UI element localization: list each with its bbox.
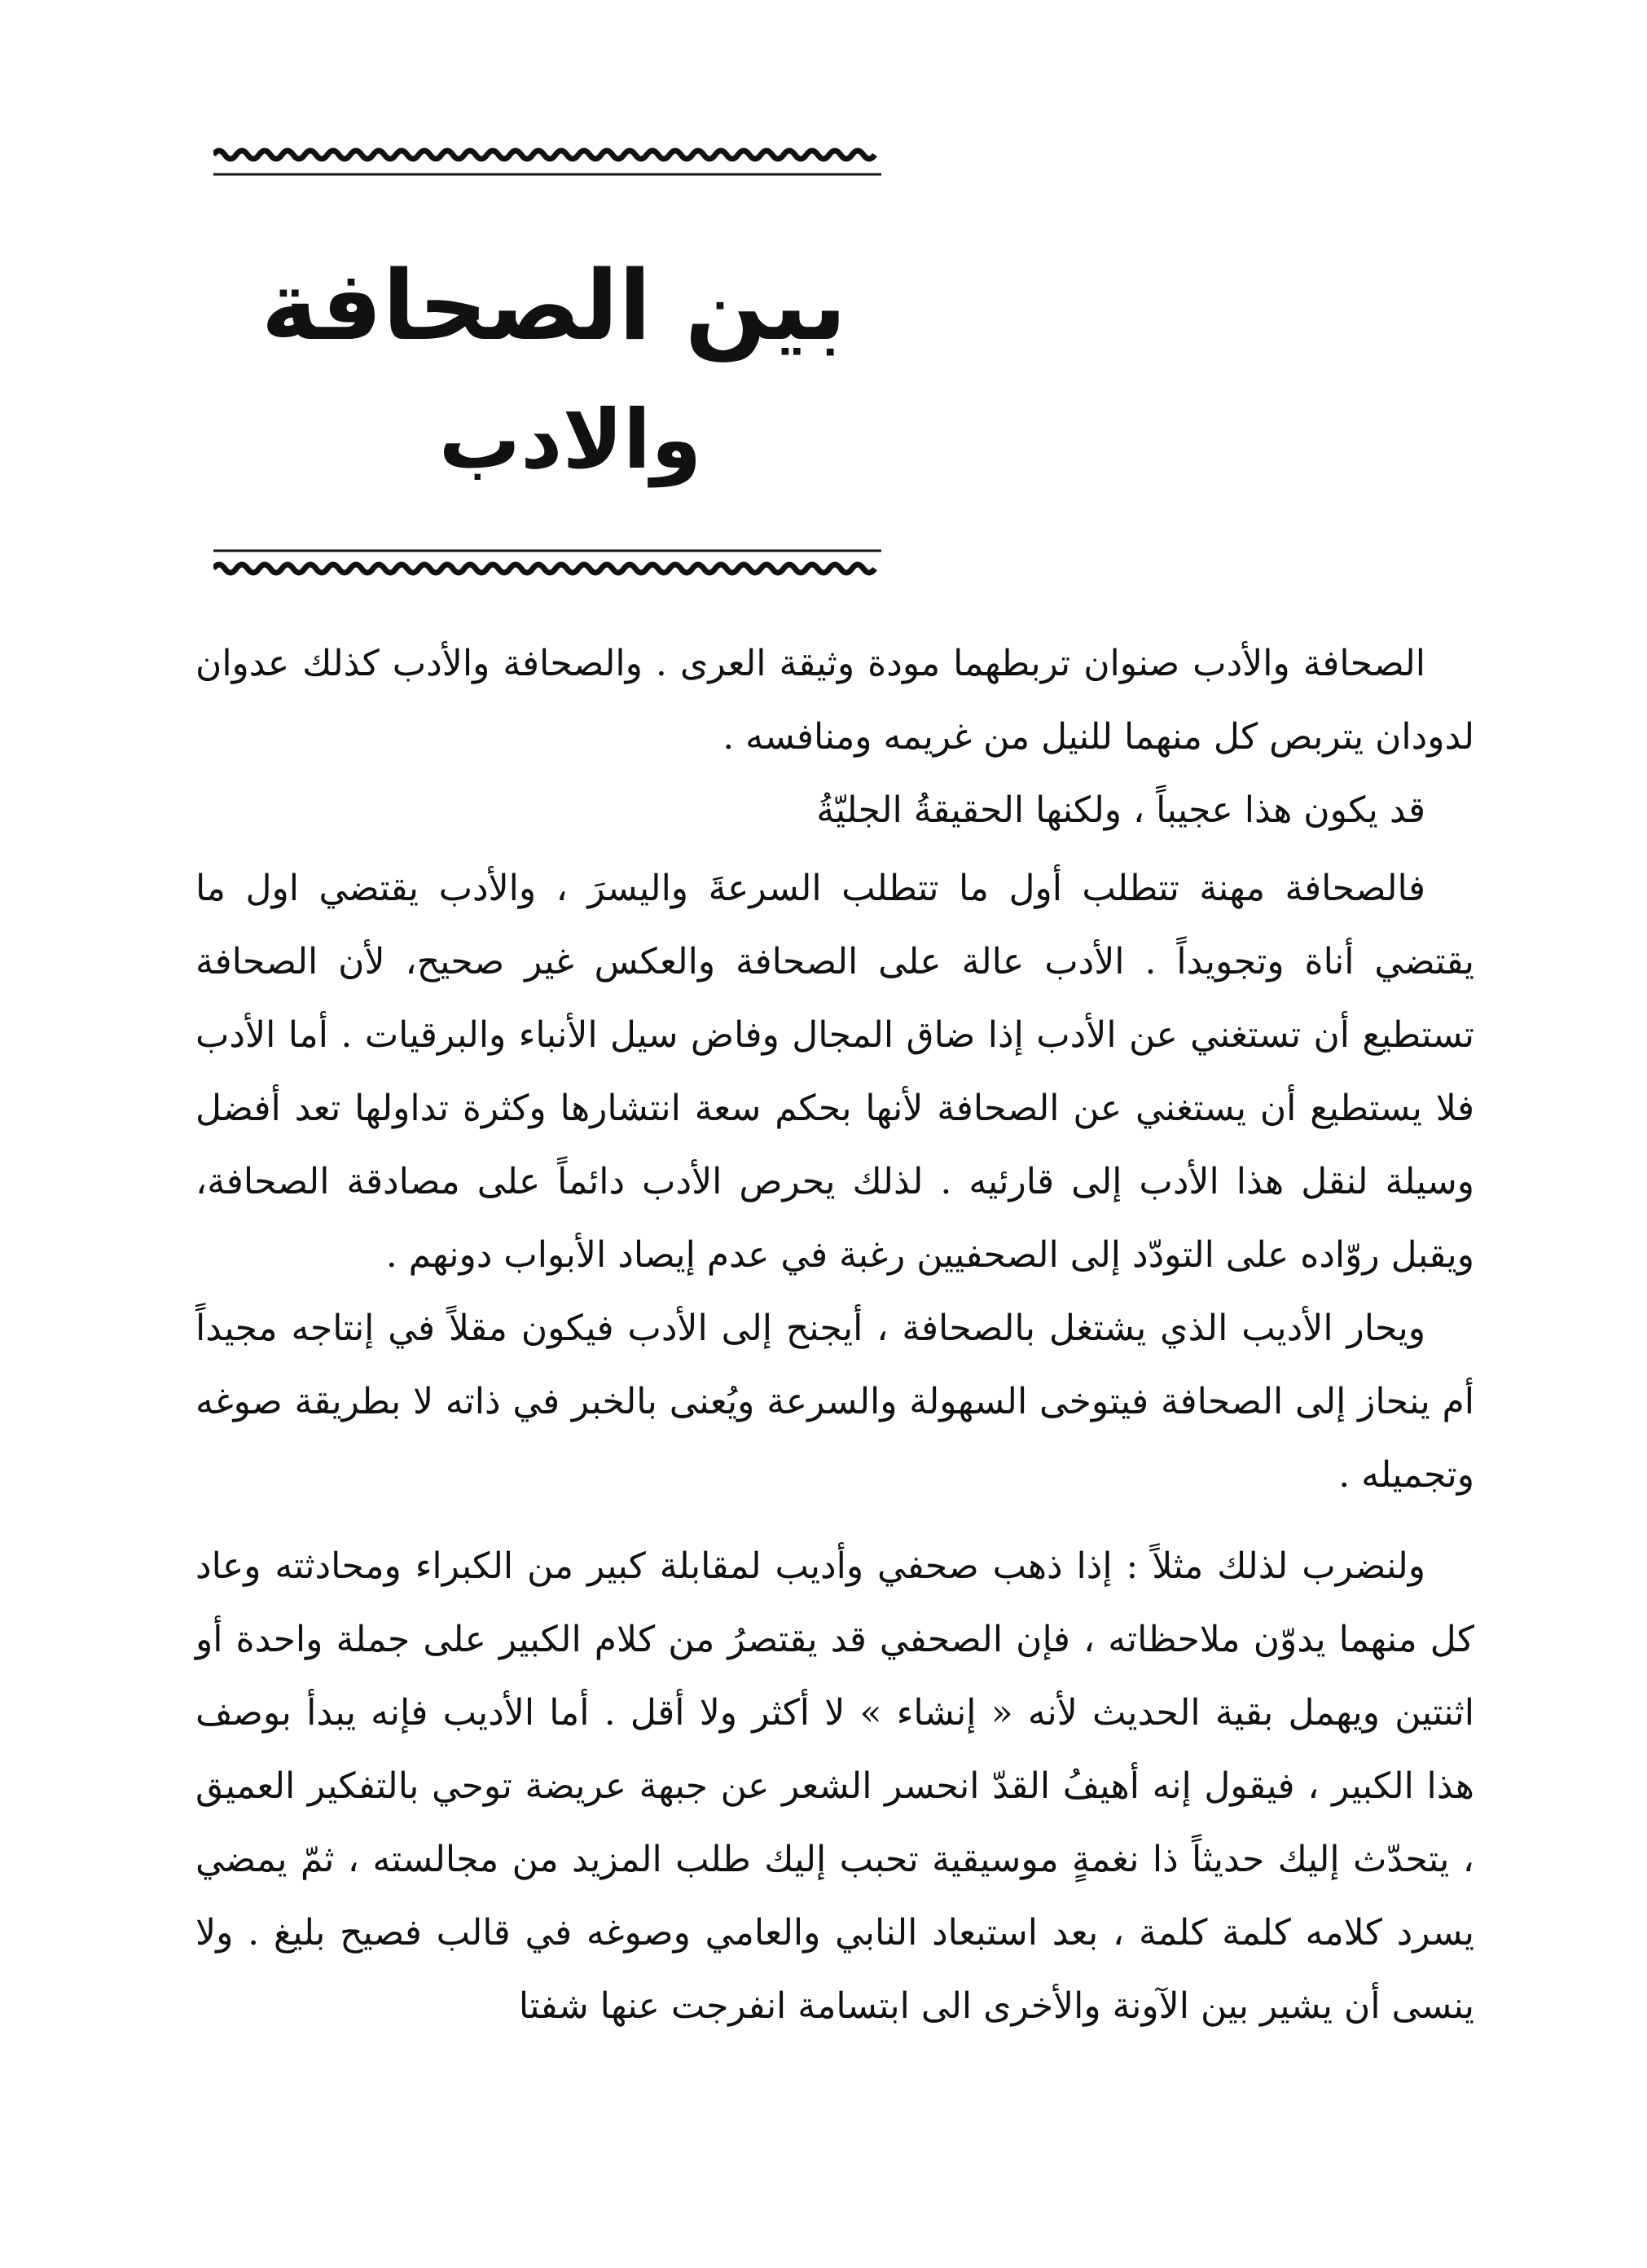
- paragraph-3: فالصحافة مهنة تتطلب أول ما تتطلب السرعةَ واليسرَ ، والأدب يقتضي اول ما يقتضي أناة وتجويداً . الأدب عالة على الصحافة والعكس غير صحيح، لأن الصحافة تستطيع أن تستغني عن الأدب إذا ضاق المجال وفاض سيل الأنباء والبرقيات . أما الأدب فلا يستطيع أن يستغني عن الصحافة لأنها بحكم سعة انتشارها وكثرة تداولها تعد أفضل وسيلة لنقل هذا الأدب إلى قارئيه . لذلك يحرص الأدب دائماً على مصادقة الصحافة، ويقبل روّاده على التودّد إلى الصحفيين رغبة في عدم إيصاد الأبواب دونهم .: [195, 868, 1474, 1276]
- paragraph-4: ويحار الأديب الذي يشتغل بالصحافة ، أيجنح إلى الأدب فيكون مقلاً في إنتاجه مجيداً أم ينحاز إلى الصحافة فيتوخى السهولة والسرعة ويُعنى بالخبر في ذاته لا بطريقة صوغه وتجميله .: [195, 1308, 1474, 1496]
- bottom-ornament-border: [213, 544, 881, 582]
- paragraph-5: ولنضرب لذلك مثلاً : إذا ذهب صحفي وأديب لمقابلة كبير من الكبراء ومحادثته وعاد كل منهما يدوّن ملاحظاته ، فإن الصحفي قد يقتصرُ من كلام الكبير على جملة واحدة أو اثنتين ويهمل بقية الحديث لأنه « إنشاء » لا أكثر ولا أقل . أما الأديب فإنه يبدأ بوصف هذا الكبير ، فيقول إنه أهيفُ القدّ انحسر الشعر عن جبهة عريضة توحي بالتفكير العميق ، يتحدّث إليك حديثاً ذا نغمةٍ موسيقية تحبب إليك طلب المزيد من مجالسته ، ثمّ يمضي يسرد كلامه كلمة كلمة ، بعد استبعاد النابي والعامي وصوغه في قالب فصيح بليغ . ولا ينسى أن يشير بين الآونة والأخرى الى ابتسامة انفرجت عنها شفتا: [195, 1545, 1474, 2027]
- chapter-title: [244, 244, 863, 521]
- paragraph-2: قد يكون هذا عجيباً ، ولكنها الحقيقةُ الجليّةُ: [816, 789, 1425, 831]
- title-line-2: والادب: [438, 392, 702, 487]
- title-line-1: بين الصحافة: [261, 249, 847, 362]
- paragraph-1: الصحافة والأدب صنوان تربطهما مودة وثيقة العرى . والصحافة والأدب كذلك عدوان لدودان يتربص كل منهما للنيل من غريمه ومنافسه .: [195, 643, 1474, 758]
- top-ornament-border: [213, 145, 881, 182]
- article-body: [195, 627, 1474, 2043]
